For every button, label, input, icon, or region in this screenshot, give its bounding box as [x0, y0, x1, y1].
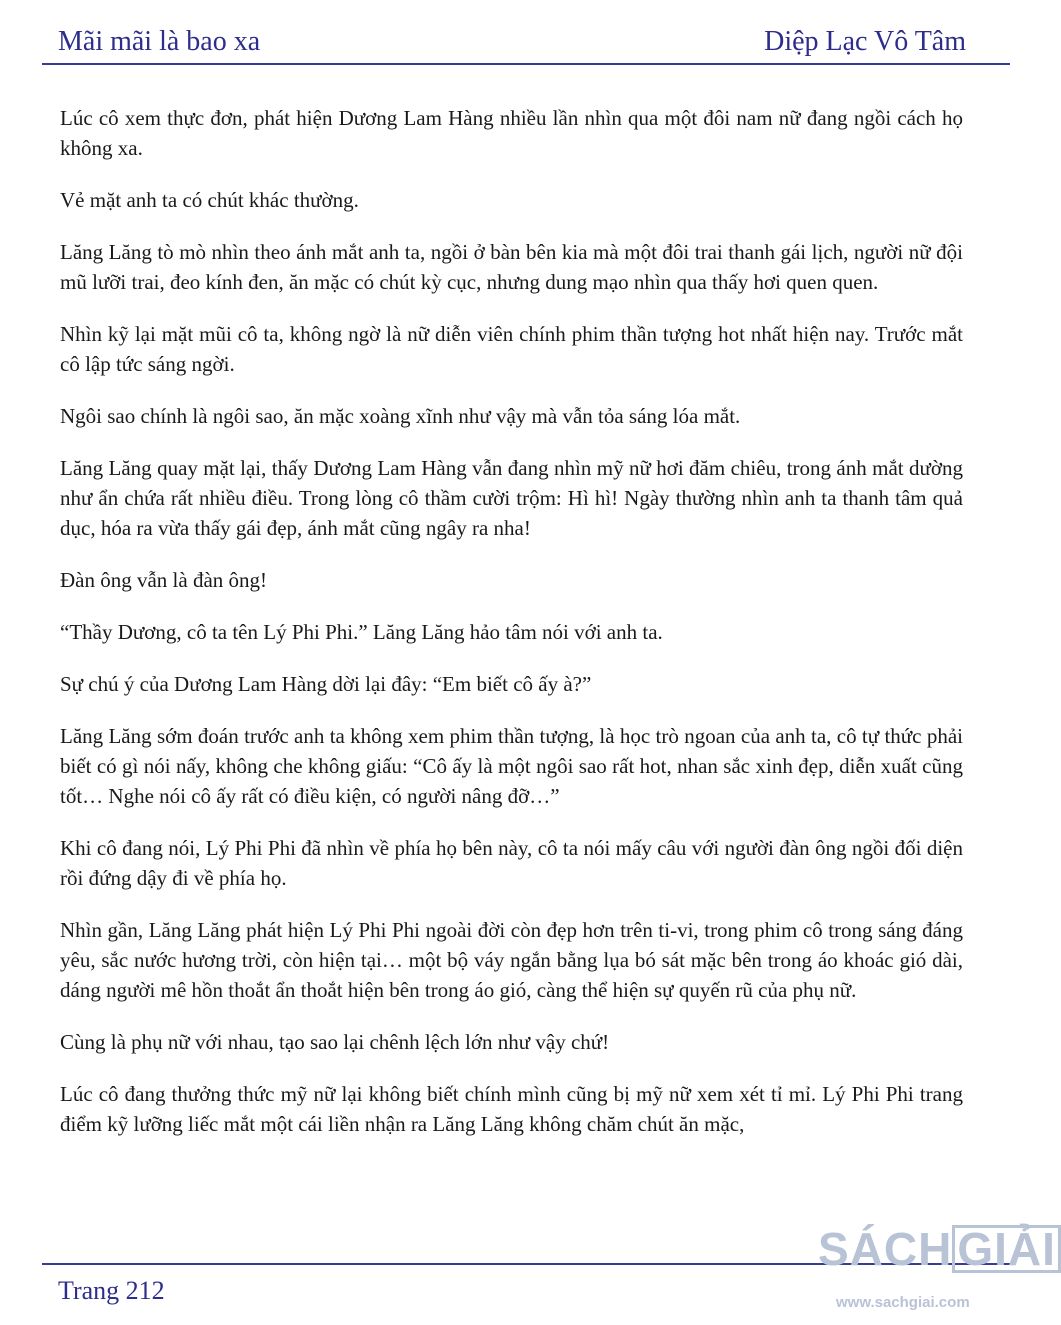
paragraph: Đàn ông vẫn là đàn ông! [60, 568, 268, 592]
paragraph: Lăng Lăng sớm đoán trước anh ta không xem phim thần tượng, là học trò ngoan của anh ta, cô tự thức phải biết có gì nói nấy, không che không giấu: “Cô ấy là một ngôi sao rất hot, nhan sắc xinh đẹp, diễn xuất cũng tốt… Nghe nói cô ấy rất có điều kiện, có người nâng đỡ…” [60, 724, 963, 808]
paragraph: Khi cô đang nói, Lý Phi Phi đã nhìn về phía họ bên này, cô ta nói mấy câu với người đàn ông ngồi đối diện rồi đứng dậy đi về phía họ. [60, 836, 963, 890]
paragraph: Nhìn kỹ lại mặt mũi cô ta, không ngờ là nữ diễn viên chính phim thần tượng hot nhất hiện nay. Trước mắt cô lập tức sáng ngời. [60, 322, 963, 376]
paragraph: Cùng là phụ nữ với nhau, tạo sao lại chênh lệch lớn như vậy chứ! [60, 1030, 610, 1054]
paragraph: Vẻ mặt anh ta có chút khác thường. [60, 188, 359, 212]
page-header [58, 22, 966, 62]
page-body [60, 103, 963, 1161]
watermark-logo [818, 1224, 1061, 1274]
paragraph: Lăng Lăng quay mặt lại, thấy Dương Lam Hàng vẫn đang nhìn mỹ nữ hơi đăm chiêu, trong ánh mắt dường như ẩn chứa rất nhiều điều. Trong lòng cô thầm cười trộm: Hì hì! Ngày thường nhìn anh ta thanh tâm quả dục, hóa ra vừa thấy gái đẹp, ánh mắt cũng ngây ra nha! [60, 456, 963, 540]
paragraph: “Thầy Dương, cô ta tên Lý Phi Phi.” Lăng Lăng hảo tâm nói với anh ta. [60, 620, 663, 644]
paragraph: Lúc cô xem thực đơn, phát hiện Dương Lam Hàng nhiều lần nhìn qua một đôi nam nữ đang ngồi cách họ không xa. [60, 106, 963, 160]
page-number: Trang 212 [58, 1276, 165, 1305]
watermark-logo-text: SÁCH [818, 1223, 953, 1275]
paragraph: Lăng Lăng tò mò nhìn theo ánh mắt anh ta, ngồi ở bàn bên kia mà một đôi trai thanh gái lịch, người nữ đội mũ lưỡi trai, đeo kính đen, ăn mặc có chút kỳ cục, nhưng dung mạo nhìn qua thấy hơi quen quen. [60, 240, 963, 294]
book-title: Mãi mãi là bao xa [58, 26, 261, 57]
paragraph: Sự chú ý của Dương Lam Hàng dời lại đây: “Em biết cô ấy à?” [60, 672, 592, 696]
paragraph: Ngôi sao chính là ngôi sao, ăn mặc xoàng xĩnh như vậy mà vẫn tỏa sáng lóa mắt. [60, 404, 741, 428]
sachgiai-watermark [812, 1218, 1056, 1325]
header-divider [42, 63, 1010, 65]
watermark-url: www.sachgiai.com [836, 1294, 970, 1311]
paragraph: Lúc cô đang thưởng thức mỹ nữ lại không biết chính mình cũng bị mỹ nữ xem xét tỉ mỉ. Lý Phi Phi trang điểm kỹ lưỡng liếc mắt một cái liền nhận ra Lăng Lăng không chăm chút ăn mặc, [60, 1082, 963, 1136]
watermark-logo-box: GIẢI [952, 1225, 1061, 1273]
paragraph: Nhìn gần, Lăng Lăng phát hiện Lý Phi Phi ngoài đời còn đẹp hơn trên ti-vi, trong phim cô trong sáng đáng yêu, sắc nước hương trời, còn hiện tại… một bộ váy ngắn bằng lụa bó sát mặc bên trong áo khoác gió dài, dáng người mê hồn thoắt ẩn thoắt hiện bên trong áo gió, càng thể hiện sự quyến rũ của phụ nữ. [60, 918, 963, 1002]
author-name: Diệp Lạc Vô Tâm [764, 26, 966, 57]
